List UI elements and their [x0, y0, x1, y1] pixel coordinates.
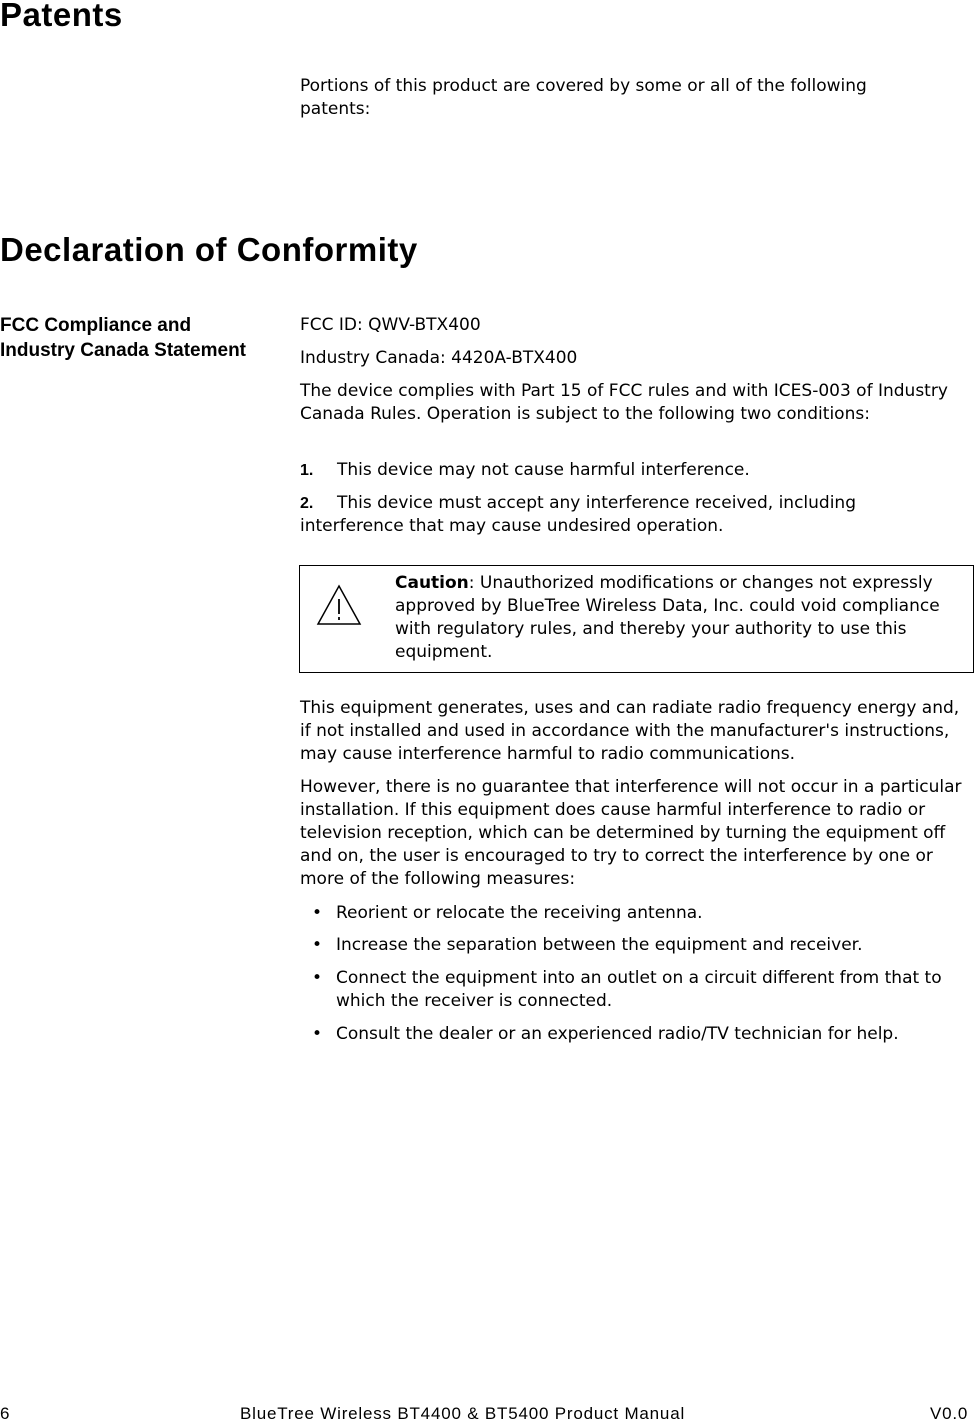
- caution-text: [395, 572, 955, 664]
- footer-title: BlueTree Wireless BT4400 & BT5400 Product Manual: [240, 1404, 686, 1423]
- caution-label: Caution: [395, 573, 469, 593]
- condition-text: This device may not cause harmful interference.: [337, 460, 750, 480]
- patents-heading: Patents: [0, 0, 123, 33]
- industry-canada-id: Industry Canada: 4420A-BTX400: [300, 348, 578, 368]
- generates-text: This equipment generates, uses and can radiate radio frequency energy and, if not installed and used in accordance with the manufacturer's instructions, may cause interference harmful to radio communications.: [300, 698, 960, 764]
- fcc-side-heading: FCC Compliance and Industry Canada Statement: [0, 315, 246, 361]
- warning-triangle-icon: [316, 584, 362, 626]
- condition-number: 2.: [300, 495, 314, 512]
- caution-body: : Unauthorized modifications or changes not expressly approved by BlueTree Wireless Data, Inc. could void compliance with regulatory rules, and thereby your authority to use this equipment.: [395, 573, 940, 662]
- bullet: •: [312, 968, 323, 988]
- footer-version: V0.0: [930, 1404, 969, 1423]
- however-text: However, there is no guarantee that interference will not occur in a particular installation. If this equipment does cause harmful interference to radio or television reception, which can be determined by turning the equipment off and on, the user is encouraged to try to correct the interference by one or more of the following measures:: [300, 777, 962, 889]
- caution-box: [299, 565, 974, 673]
- fcc-id: FCC ID: QWV-BTX400: [300, 315, 481, 335]
- list-item-text: Increase the separation between the equipment and receiver.: [336, 935, 863, 955]
- condition-item: [300, 459, 972, 482]
- bullet: •: [312, 903, 323, 923]
- bullet: •: [312, 1024, 323, 1044]
- list-item-text: Consult the dealer or an experienced radio/TV technician for help.: [336, 1024, 899, 1044]
- condition-text: This device must accept any interference received, including interference that may cause undesired operation.: [300, 493, 856, 536]
- declaration-heading: Declaration of Conformity: [0, 231, 418, 268]
- list-item-text: Connect the equipment into an outlet on a circuit different from that to which the receiver is connected.: [336, 968, 942, 1011]
- condition-number: 1.: [300, 462, 314, 479]
- list-item-text: Reorient or relocate the receiving antenna.: [336, 903, 703, 923]
- condition-item: [300, 492, 940, 538]
- patents-text: Portions of this product are covered by some or all of the following patents:: [300, 76, 867, 119]
- compliance-text: The device complies with Part 15 of FCC rules and with ICES-003 of Industry Canada Rules. Operation is subject to the following two conditions:: [300, 381, 948, 424]
- page-number: 6: [0, 1404, 11, 1423]
- bullet: •: [312, 935, 323, 955]
